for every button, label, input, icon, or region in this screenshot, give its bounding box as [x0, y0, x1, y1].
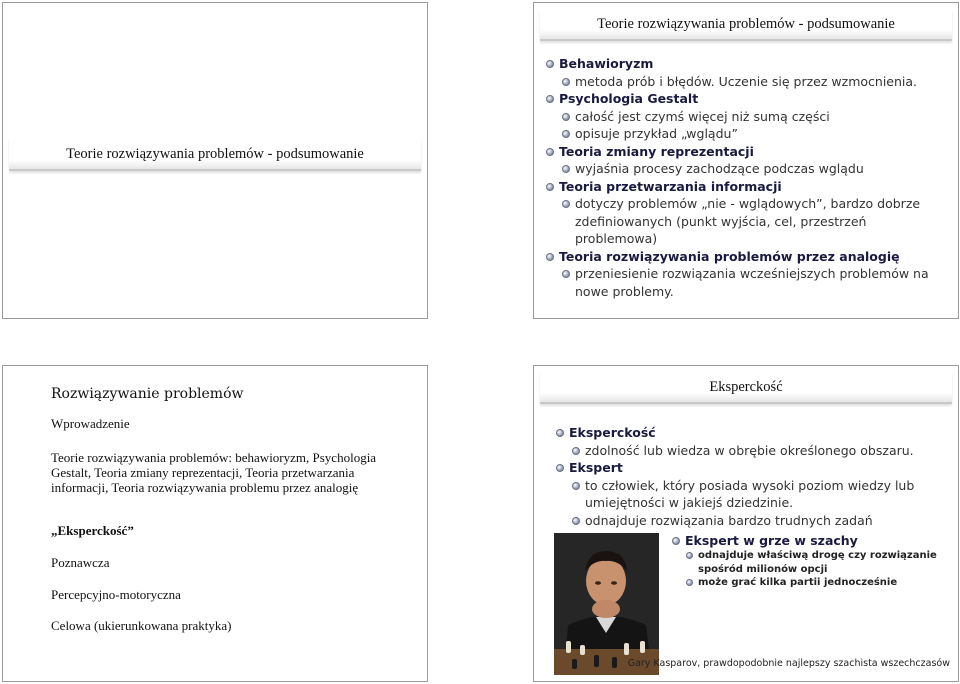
- chess-expert-list: [672, 532, 952, 590]
- photo-caption: Gary Kasparov, prawdopodobnie najlepszy szachista wszechczasów: [627, 658, 950, 669]
- bullet-icon: [572, 482, 580, 490]
- bullet-icon: [562, 270, 570, 278]
- bullet-icon: [686, 579, 693, 586]
- bullet-item: przeniesienie rozwiązania wcześniejszych problemów na nowe problemy.: [546, 265, 950, 300]
- outline-item: Poznawcza: [51, 555, 110, 570]
- chess-player-illustration: [554, 533, 659, 675]
- bullet-item: Behawioryzm: [546, 55, 950, 73]
- bullet-item: dotyczy problemów „nie - wglądowych”, bardzo dobrze zdefiniowanych (punkt wyjścia, cel, przestrzeń problemowa): [546, 195, 950, 248]
- bullet-item: odnajduje rozwiązania bardzo trudnych zadań: [556, 512, 950, 530]
- bullet-item: to człowiek, który posiada wysoki poziom wiedzy lub umiejętności w jakiejś dziedzinie.: [556, 477, 950, 512]
- bullet-item: Eksperckość: [556, 424, 950, 442]
- bullet-item: całość jest czymś więcej niż sumą części: [546, 108, 950, 126]
- outline-heading: Rozwiązywanie problemów: [51, 386, 244, 402]
- bullet-icon: [672, 537, 680, 545]
- outline-item: „Eksperckość”: [51, 523, 134, 538]
- bullet-icon: [546, 183, 554, 191]
- bullet-item: opisuje przykład „wglądu”: [546, 125, 950, 143]
- bullet-item: wyjaśnia procesy zachodzące podczas wglądu: [546, 160, 950, 178]
- outline-item: Percepcyjno-motoryczna: [51, 587, 181, 602]
- bullet-icon: [562, 113, 570, 121]
- outline-item: Celowa (ukierunkowana praktyka): [51, 618, 232, 633]
- bullet-item: Psychologia Gestalt: [546, 90, 950, 108]
- bullet-icon: [572, 517, 580, 525]
- bullet-icon: [546, 148, 554, 156]
- bullet-item: Teoria rozwiązywania problemów przez analogię: [546, 248, 950, 266]
- sub-bullet-item: może grać kilka partii jednocześnie: [672, 576, 952, 590]
- slide-title: Eksperckość: [540, 372, 952, 404]
- bullet-item: Teoria zmiany reprezentacji: [546, 143, 950, 161]
- bullet-icon: [686, 552, 693, 559]
- sub-bullet-item: odnajduje właściwą drogę czy rozwiązanie spośród milionów opcji: [672, 549, 952, 576]
- bullet-icon: [572, 447, 580, 455]
- bullet-item: Teoria przetwarzania informacji: [546, 178, 950, 196]
- bullet-icon: [556, 464, 564, 472]
- bullet-icon: [546, 95, 554, 103]
- outline-item: Wprowadzenie: [51, 416, 130, 431]
- bullet-icon: [546, 60, 554, 68]
- outline-item: Teorie rozwiązywania problemów: behawioryzm, Psychologia Gestalt, Teoria zmiany reprezentacji, Teoria przetwarzania informacji, Teoria rozwiązywania problemu przez analogię: [51, 450, 377, 495]
- slide-title: Teorie rozwiązywania problemów - podsumowanie: [9, 139, 421, 171]
- bullet-icon: [562, 200, 570, 208]
- bullet-item: metoda prób i błędów. Uczenie się przez wzmocnienia.: [546, 73, 950, 91]
- bullet-icon: [562, 130, 570, 138]
- theory-bullet-list: [546, 55, 950, 300]
- sub-heading: Ekspert w grze w szachy: [672, 532, 952, 549]
- bullet-icon: [562, 165, 570, 173]
- slide-summary-theories: [533, 2, 959, 319]
- slide-expertise: [533, 365, 959, 682]
- bullet-icon: [562, 78, 570, 86]
- bullet-item: zdolność lub wiedza w obrębie określonego obszaru.: [556, 442, 950, 460]
- bullet-icon: [546, 253, 554, 261]
- chess-player-photo: [554, 533, 659, 675]
- bullet-icon: [556, 429, 564, 437]
- bullet-item: Ekspert: [556, 459, 950, 477]
- expertise-bullet-list: [556, 424, 950, 529]
- slide-outline: [2, 365, 428, 682]
- slide-title: Teorie rozwiązywania problemów - podsumowanie: [540, 9, 952, 41]
- slide-summary-title: [2, 2, 428, 319]
